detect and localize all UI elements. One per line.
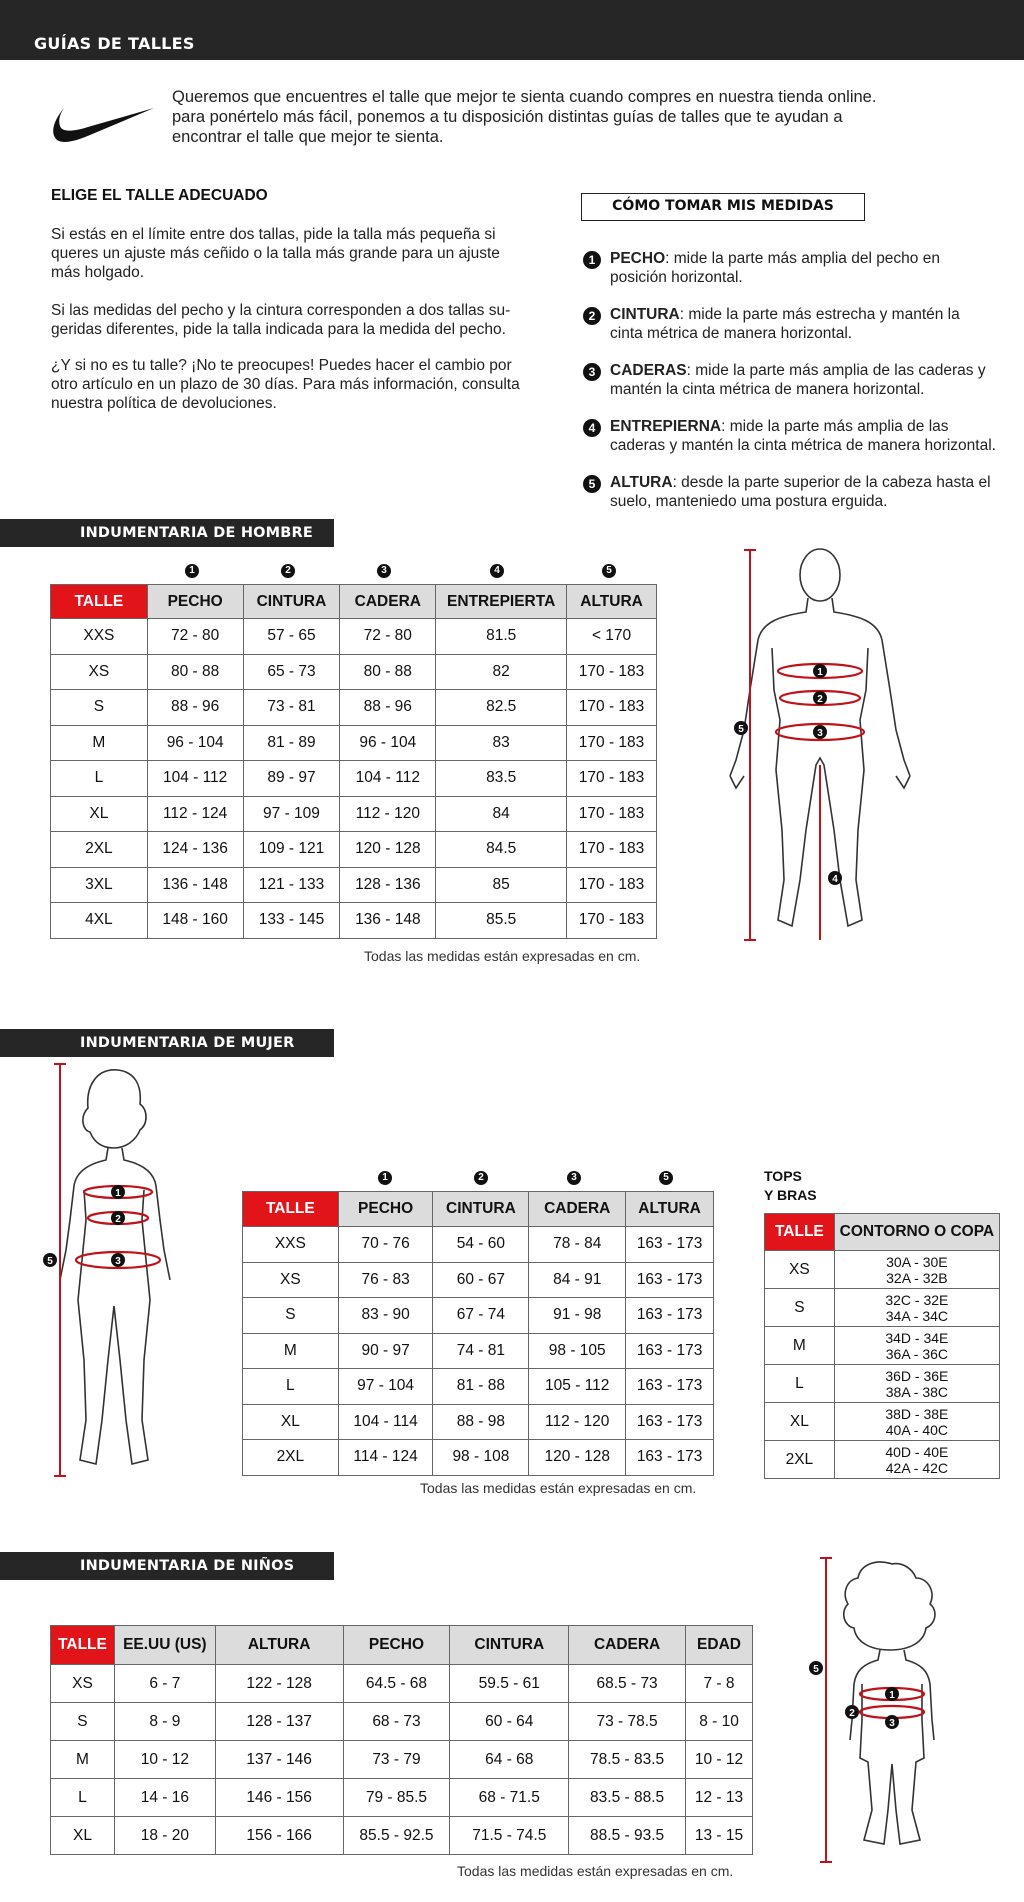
step-line [610,305,960,324]
women-size-table [242,1191,714,1476]
choose-paragraph-1 [51,225,551,282]
table-cell: 2XL [765,1441,835,1479]
table-cell: 2XL [51,832,148,868]
men-figure-num: 2 [817,694,823,705]
table-cell: 163 - 173 [626,1298,714,1334]
table-row [243,1262,714,1298]
table-cell: 85 [436,867,567,903]
kids-figure-num: 2 [849,1708,855,1719]
table-cell: 2XL [243,1440,339,1476]
step-term: CADERAS [610,362,687,379]
table-header-cell: EDAD [686,1626,753,1665]
table-cell: 64.5 - 68 [343,1665,450,1703]
table-cell: M [765,1327,835,1365]
table-header-cell: PECHO [147,585,243,619]
table-row [51,903,657,939]
table-cell: XS [765,1251,835,1289]
measure-step [583,305,1013,345]
table-header-cell: CINTURA [243,585,340,619]
table-cell: S [51,1703,115,1741]
table-cell: 170 - 183 [567,725,657,761]
table-cell: 120 - 128 [529,1440,626,1476]
step-line: cinta métrica de manera horizontal. [610,325,853,342]
table-cell: XL [51,1817,115,1855]
table-cell: 85.5 [436,903,567,939]
table-cell: 91 - 98 [529,1298,626,1334]
bras-size-table [764,1213,1000,1479]
step-number-icon: 4 [583,419,601,437]
kids-section-bar: INDUMENTARIA DE NIÑOS [0,1552,334,1580]
kids-figure-num: 5 [813,1664,819,1675]
table-cell: 57 - 65 [243,619,340,655]
bras-title-line: Y BRAS [764,1187,817,1203]
table-cell: 8 - 10 [686,1703,753,1741]
table-header-row [51,1626,753,1665]
table-cell: 83 [436,725,567,761]
table-cell: 73 - 78.5 [569,1703,686,1741]
table-cell: XS [243,1262,339,1298]
cup-range: 40D - 40E [885,1443,949,1460]
men-figure-num: 1 [817,667,823,678]
men-figure-num: 3 [817,728,823,739]
men-figure-num: 5 [738,724,744,735]
kids-note: Todas las medidas están expresadas en cm. [457,1863,734,1879]
table-cell: 89 - 97 [243,761,340,797]
table-cell: 112 - 124 [147,796,243,832]
column-number-icon: 1 [185,564,199,578]
swoosh-logo-icon [50,102,156,144]
step-term: ALTURA [610,474,673,491]
step-text [610,473,991,511]
measure-step [583,361,1013,401]
table-header-cell: EE.UU (US) [114,1626,215,1665]
measure-step [583,249,1013,289]
how-to-measure-title: CÓMO TOMAR MIS MEDIDAS [581,193,865,221]
table-cell: 72 - 80 [147,619,243,655]
table-cell: XXS [243,1227,339,1263]
table-cell: 90 - 97 [338,1333,433,1369]
table-cell: < 170 [567,619,657,655]
table-row [51,1665,753,1703]
men-figure-num: 4 [832,874,838,885]
table-cell: 7 - 8 [686,1665,753,1703]
table-row [51,832,657,868]
table-header-row [243,1192,714,1227]
cup-range: 38D - 38E [885,1405,949,1422]
table-cell: 10 - 12 [114,1741,215,1779]
bras-title [764,1167,817,1205]
table-cell [834,1327,999,1365]
table-header-cell: PECHO [343,1626,450,1665]
intro-text [172,87,972,147]
table-cell: M [51,1741,115,1779]
table-cell: 163 - 173 [626,1262,714,1298]
table-cell: 122 - 128 [215,1665,343,1703]
table-cell: 163 - 173 [626,1404,714,1440]
table-row [243,1404,714,1440]
table-cell: 146 - 156 [215,1779,343,1817]
table-row [243,1298,714,1334]
table-cell: 163 - 173 [626,1369,714,1405]
column-number-icon: 5 [659,1171,673,1185]
table-header-cell: ALTURA [215,1626,343,1665]
table-cell: 104 - 114 [338,1404,433,1440]
women-note: Todas las medidas están expresadas en cm. [420,1480,697,1496]
table-cell: 96 - 104 [147,725,243,761]
table-cell: 12 - 13 [686,1779,753,1817]
table-cell: 82.5 [436,690,567,726]
table-row [765,1441,1000,1479]
table-header-row [765,1214,1000,1251]
step-term: PECHO [610,250,666,267]
women-figure-num: 2 [115,1214,121,1225]
table-cell: 112 - 120 [529,1404,626,1440]
step-line [610,417,996,436]
table-row [51,1741,753,1779]
step-desc: : mide la parte más amplia de las caderas y [686,362,986,379]
table-header-cell: TALLE [51,585,148,619]
table-cell: 81.5 [436,619,567,655]
table-cell: 84 [436,796,567,832]
table-cell: XS [51,654,148,690]
table-cell: 96 - 104 [340,725,436,761]
paragraph-line: ¿Y si no es tu talle? ¡No te preocupes! Puedes hacer el cambio por [51,357,512,374]
men-size-table [50,584,657,939]
cup-range: 32C - 32E [885,1291,949,1308]
women-figure-num: 3 [115,1256,121,1267]
table-row [765,1289,1000,1327]
table-header-cell: TALLE [243,1192,339,1227]
table-cell: 170 - 183 [567,867,657,903]
table-cell: S [243,1298,339,1334]
choose-size-title: ELIGE EL TALLE ADECUADO [51,187,268,204]
table-cell: XXS [51,619,148,655]
table-cell [834,1441,999,1479]
step-text [610,249,940,287]
table-cell [834,1289,999,1327]
paragraph-line: geridas diferentes, pide la talla indicada para la medida del pecho. [51,321,506,338]
table-cell: 88 - 96 [147,690,243,726]
table-cell: 82 [436,654,567,690]
table-cell: 13 - 15 [686,1817,753,1855]
table-cell: 73 - 79 [343,1741,450,1779]
table-cell: 170 - 183 [567,796,657,832]
measure-step [583,473,1013,513]
table-cell: 98 - 108 [433,1440,529,1476]
table-cell: 85.5 - 92.5 [343,1817,450,1855]
header-bar [0,0,1024,60]
cup-range: 38A - 38C [885,1383,949,1400]
intro-line: para ponértelo más fácil, ponemos a tu disposición distintas guías de talles que te ayudan a [172,108,843,126]
table-cell: 137 - 146 [215,1741,343,1779]
column-number-icon: 3 [377,564,391,578]
table-cell: 156 - 166 [215,1817,343,1855]
column-number-icon: 4 [490,564,504,578]
step-line: caderas y mantén la cinta métrica de manera horizontal. [610,437,996,454]
table-cell: 88.5 - 93.5 [569,1817,686,1855]
table-cell: 136 - 148 [147,867,243,903]
table-cell: M [51,725,148,761]
table-cell: 3XL [51,867,148,903]
table-cell: 64 - 68 [450,1741,569,1779]
table-cell: 83.5 - 88.5 [569,1779,686,1817]
table-header-cell: CADERA [569,1626,686,1665]
table-row [765,1403,1000,1441]
table-header-cell: TALLE [765,1214,835,1251]
table-row [51,761,657,797]
table-cell: XL [765,1403,835,1441]
step-line [610,473,991,492]
table-cell: 68 - 71.5 [450,1779,569,1817]
table-row [765,1251,1000,1289]
men-note: Todas las medidas están expresadas en cm. [364,948,641,964]
paragraph-line: Si las medidas del pecho y la cintura corresponden a dos tallas su- [51,302,511,319]
men-body-figure [700,540,940,950]
table-cell: 98 - 105 [529,1333,626,1369]
table-row [51,1779,753,1817]
step-line: suelo, manteniedo uma postura erguida. [610,493,888,510]
step-term: ENTREPIERNA [610,418,722,435]
table-cell: 112 - 120 [340,796,436,832]
table-cell: 67 - 74 [433,1298,529,1334]
table-cell: 109 - 121 [243,832,340,868]
kids-figure-num: 3 [889,1718,895,1729]
step-desc: : mide la parte más amplia de las [721,418,949,435]
table-cell: 83 - 90 [338,1298,433,1334]
table-header-cell: CADERA [340,585,436,619]
table-header-row [51,585,657,619]
table-row [51,1817,753,1855]
cup-range: 34D - 34E [885,1329,949,1346]
table-cell: 88 - 98 [433,1404,529,1440]
table-row [243,1227,714,1263]
table-header-cell: CONTORNO O COPA [834,1214,999,1251]
step-number-icon: 5 [583,475,601,493]
paragraph-line: más holgado. [51,264,145,281]
table-cell [834,1403,999,1441]
table-cell: 170 - 183 [567,903,657,939]
table-row [765,1365,1000,1403]
table-row [51,654,657,690]
step-number-icon: 3 [583,363,601,381]
table-cell: 114 - 124 [338,1440,433,1476]
cup-range: 36A - 36C [885,1345,949,1362]
table-cell: 4XL [51,903,148,939]
step-line [610,249,940,268]
step-line: posición horizontal. [610,269,743,286]
table-cell: 81 - 88 [433,1369,529,1405]
cup-range: 36D - 36E [885,1367,949,1384]
cup-range: 34A - 34C [885,1307,949,1324]
table-cell: 128 - 137 [215,1703,343,1741]
column-number-icon: 1 [378,1171,392,1185]
kids-body-figure [800,1550,970,1870]
step-text [610,361,986,399]
table-cell: 124 - 136 [147,832,243,868]
paragraph-line: nuestra política de devoluciones. [51,395,277,412]
kids-figure-num: 1 [889,1690,895,1701]
table-cell: 78 - 84 [529,1227,626,1263]
table-cell: 133 - 145 [243,903,340,939]
table-header-cell: ALTURA [626,1192,714,1227]
table-cell: XL [51,796,148,832]
table-cell: 70 - 76 [338,1227,433,1263]
table-cell: 54 - 60 [433,1227,529,1263]
step-line: mantén la cinta métrica de manera horizontal. [610,381,925,398]
table-header-cell: ENTREPIERTA [436,585,567,619]
table-cell: 105 - 112 [529,1369,626,1405]
table-row [51,1703,753,1741]
cup-range: 42A - 42C [885,1459,949,1476]
table-cell: 18 - 20 [114,1817,215,1855]
table-cell: 73 - 81 [243,690,340,726]
cup-range: 30A - 30E [886,1253,948,1270]
cup-range: 32A - 32B [886,1269,948,1286]
table-cell: 80 - 88 [340,654,436,690]
table-cell: 8 - 9 [114,1703,215,1741]
column-number-icon: 2 [281,564,295,578]
table-cell: 79 - 85.5 [343,1779,450,1817]
table-cell: 104 - 112 [147,761,243,797]
table-row [243,1440,714,1476]
table-cell: L [51,1779,115,1817]
table-cell: 170 - 183 [567,832,657,868]
table-row [51,796,657,832]
table-cell: 128 - 136 [340,867,436,903]
table-cell: 88 - 96 [340,690,436,726]
table-cell: 97 - 109 [243,796,340,832]
table-header-cell: PECHO [338,1192,433,1227]
choose-paragraph-3 [51,356,551,413]
table-cell: 136 - 148 [340,903,436,939]
table-cell: 120 - 128 [340,832,436,868]
table-row [243,1369,714,1405]
table-header-cell: CADERA [529,1192,626,1227]
table-header-cell: CINTURA [450,1626,569,1665]
table-cell: 104 - 112 [340,761,436,797]
choose-paragraph-2 [51,301,551,339]
table-cell: 65 - 73 [243,654,340,690]
paragraph-line: queres un ajuste más ceñido o la talla más grande para un ajuste [51,245,500,262]
table-cell [834,1251,999,1289]
table-header-cell: ALTURA [567,585,657,619]
step-line [610,361,986,380]
bras-title-line: TOPS [764,1168,802,1184]
table-cell: 148 - 160 [147,903,243,939]
column-number-icon: 2 [474,1171,488,1185]
table-cell: 14 - 16 [114,1779,215,1817]
step-number-icon: 2 [583,307,601,325]
table-cell: XS [51,1665,115,1703]
table-cell [834,1365,999,1403]
table-cell: 163 - 173 [626,1333,714,1369]
women-figure-num: 5 [47,1256,53,1267]
table-row [51,690,657,726]
table-row [51,725,657,761]
men-section-bar: INDUMENTARIA DE HOMBRE [0,519,334,547]
table-cell: 121 - 133 [243,867,340,903]
table-cell: 68.5 - 73 [569,1665,686,1703]
page-title: GUÍAS DE TALLES [34,34,195,53]
table-header-cell: CINTURA [433,1192,529,1227]
step-desc: : mide la parte más estrecha y mantén la [679,306,960,323]
table-cell: 170 - 183 [567,690,657,726]
table-cell: 60 - 67 [433,1262,529,1298]
step-desc: : desde la parte superior de la cabeza hasta el [672,474,991,491]
table-cell: 76 - 83 [338,1262,433,1298]
intro-line: Queremos que encuentres el talle que mejor te sienta cuando compres en nuestra tienda online. [172,88,877,106]
column-number-icon: 5 [602,564,616,578]
table-cell: 84 - 91 [529,1262,626,1298]
table-row [765,1327,1000,1365]
step-text [610,417,996,455]
table-cell: S [51,690,148,726]
table-cell: XL [243,1404,339,1440]
step-term: CINTURA [610,306,680,323]
measure-step [583,417,1013,457]
table-cell: 163 - 173 [626,1440,714,1476]
table-cell: 68 - 73 [343,1703,450,1741]
table-cell: 71.5 - 74.5 [450,1817,569,1855]
table-cell: 170 - 183 [567,654,657,690]
intro-line: encontrar el talle que mejor te sienta. [172,128,444,146]
women-figure-num: 1 [115,1188,121,1199]
step-text [610,305,960,343]
women-section-bar: INDUMENTARIA DE MUJER [0,1029,334,1057]
table-cell: 60 - 64 [450,1703,569,1741]
table-cell: 74 - 81 [433,1333,529,1369]
column-number-icon: 3 [567,1171,581,1185]
table-cell: 72 - 80 [340,619,436,655]
table-cell: S [765,1289,835,1327]
table-cell: 78.5 - 83.5 [569,1741,686,1779]
table-row [243,1333,714,1369]
table-cell: 59.5 - 61 [450,1665,569,1703]
table-cell: 6 - 7 [114,1665,215,1703]
table-cell: 10 - 12 [686,1741,753,1779]
table-cell: 163 - 173 [626,1227,714,1263]
table-cell: 81 - 89 [243,725,340,761]
women-body-figure [40,1060,180,1480]
table-cell: 83.5 [436,761,567,797]
table-cell: L [243,1369,339,1405]
paragraph-line: otro artículo en un plazo de 30 días. Para más información, consulta [51,376,520,393]
table-cell: 97 - 104 [338,1369,433,1405]
cup-range: 40A - 40C [885,1421,949,1438]
kids-size-table [50,1625,753,1855]
table-cell: M [243,1333,339,1369]
table-cell: L [51,761,148,797]
table-row [51,867,657,903]
table-cell: 80 - 88 [147,654,243,690]
table-header-cell: TALLE [51,1626,115,1665]
step-desc: : mide la parte más amplia del pecho en [665,250,940,267]
step-number-icon: 1 [583,251,601,269]
paragraph-line: Si estás en el límite entre dos tallas, pide la talla más pequeña si [51,226,496,243]
table-cell: 84.5 [436,832,567,868]
table-cell: 170 - 183 [567,761,657,797]
table-row [51,619,657,655]
table-cell: L [765,1365,835,1403]
